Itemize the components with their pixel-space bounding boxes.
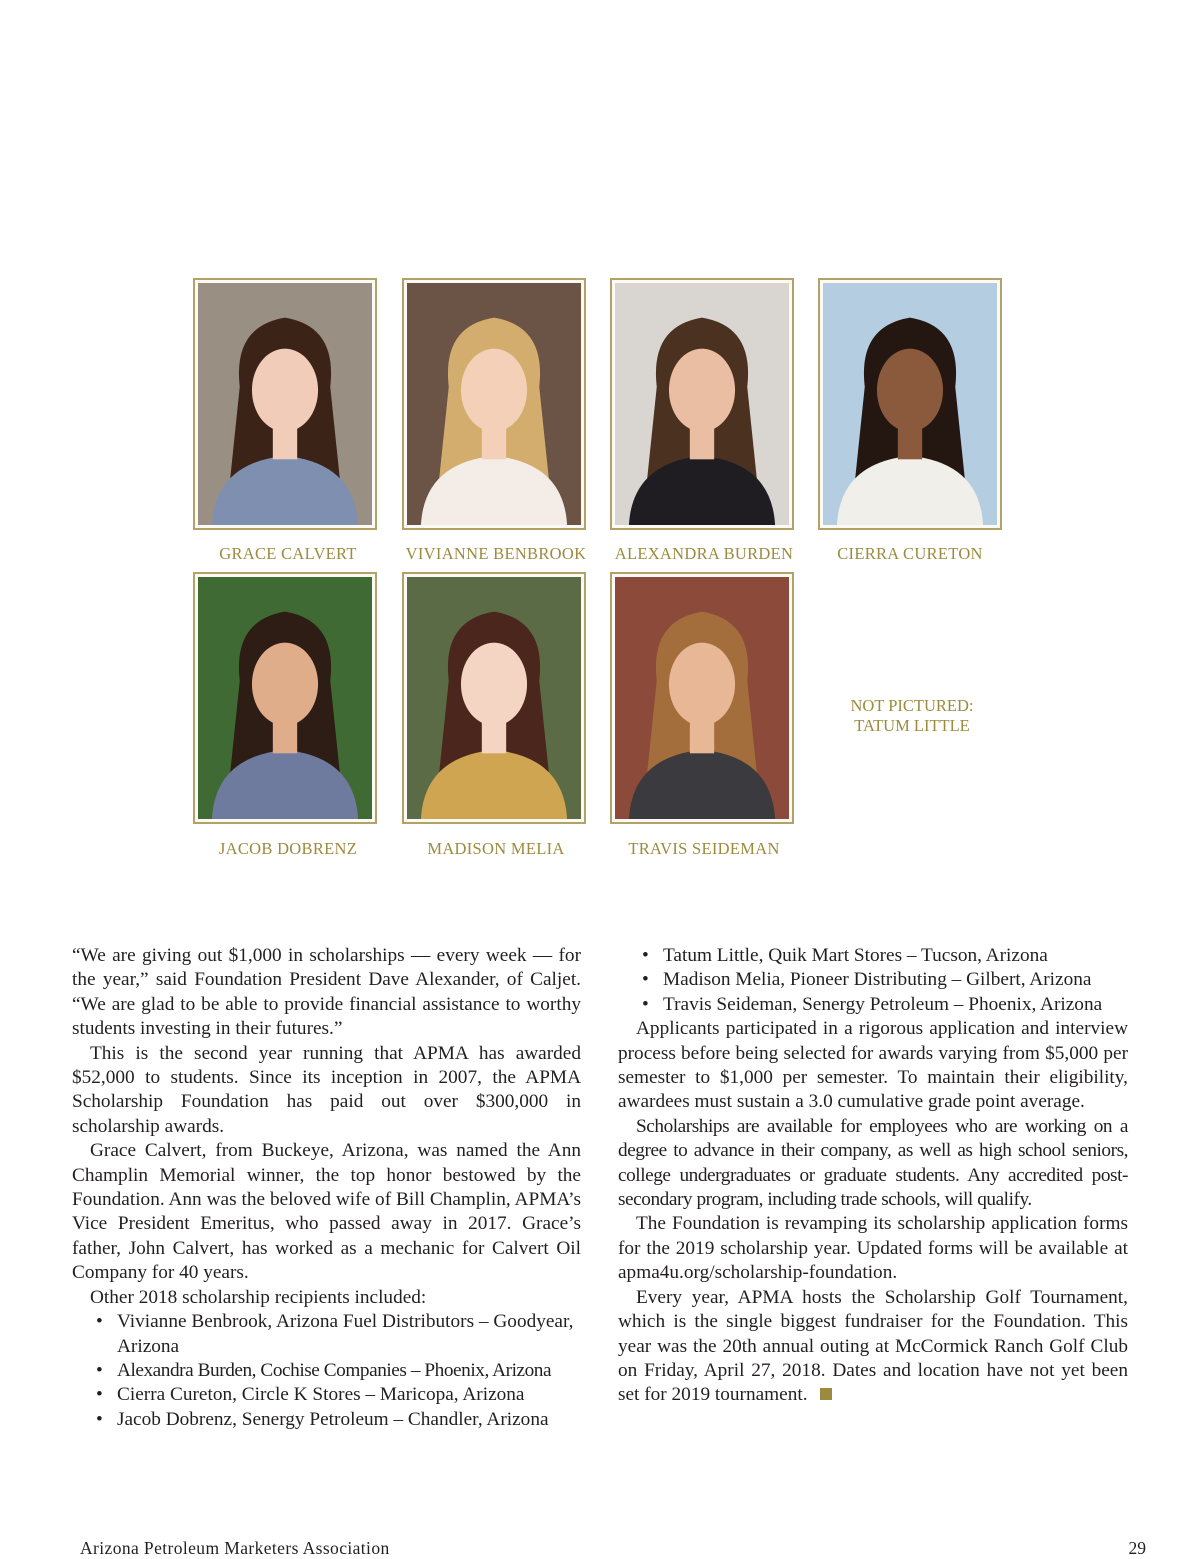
caption-travis-seideman: TRAVIS SEIDEMAN — [628, 839, 780, 858]
portrait-face — [669, 643, 735, 726]
bullet-icon: • — [96, 1311, 103, 1333]
caption-madison-melia: MADISON MELIA — [427, 839, 565, 858]
paragraph-golf-tournament — [618, 1286, 1128, 1408]
photo-grace-calvert — [193, 278, 377, 530]
portrait-face — [252, 643, 318, 726]
recipient-list-right — [618, 944, 1128, 1017]
recipient-list-left — [72, 1310, 581, 1432]
bullet-icon: • — [96, 1408, 103, 1430]
photo-cierra-cureton — [818, 278, 1002, 530]
list-item — [618, 993, 1128, 1017]
page-number: 29 — [1128, 1538, 1146, 1558]
golf-tournament-text: Every year, APMA hosts the Scholarship Golf Tournament, which is the single biggest fundraiser for the Foundation. This year was the 20th annual outing at McCormick Ranch Golf Club on Friday, April 27, 2018. Dates and location have not yet been set for 2019 tournament. — [618, 1286, 1128, 1406]
footer-publication-name: Arizona Petroleum Marketers Association — [80, 1538, 390, 1558]
paragraph-forms: The Foundation is revamping its scholarship application forms for the 2019 scholarship year. Updated forms will be available at apma4u.org/scholarship-foundation. — [618, 1213, 1128, 1284]
photo-travis-seideman — [610, 572, 794, 824]
bullet-icon: • — [642, 993, 649, 1015]
photo-alexandra-burden — [610, 278, 794, 530]
list-item-text: Madison Melia, Pioneer Distributing – Gilbert, Arizona — [663, 969, 1092, 991]
paragraph-recipients-intro: Other 2018 scholarship recipients included: — [90, 1286, 427, 1308]
portrait-image — [407, 577, 581, 819]
portrait-face — [669, 349, 735, 432]
list-item-text: Vivianne Benbrook, Arizona Fuel Distributors – Goodyear, Arizona — [117, 1311, 574, 1357]
paragraph-grace-calvert: Grace Calvert, from Buckeye, Arizona, was named the Ann Champlin Memorial winner, the top honor bestowed by the Foundation. Ann was the beloved wife of Bill Champlin, APMA’s Vice President Emeritus, who passed away in 2017. Grace’s father, John Calvert, has worked as a mechanic for Calvert Oil Company for 40 years. — [72, 1140, 581, 1284]
list-item — [618, 968, 1128, 992]
bullet-icon: • — [642, 969, 649, 991]
caption-cierra-cureton: CIERRA CURETON — [837, 544, 983, 563]
portrait-image — [615, 283, 789, 525]
photo-vivianne-benbrook — [402, 278, 586, 530]
photo-madison-melia — [402, 572, 586, 824]
bullet-icon: • — [96, 1359, 103, 1381]
not-pictured-label: NOT PICTURED: — [850, 696, 974, 715]
portrait-face — [252, 349, 318, 432]
portrait-image — [407, 283, 581, 525]
portrait-face — [461, 349, 527, 432]
paragraph-application-process: Applicants participated in a rigorous application and interview process before being selected for awards varying from $5,000 per semester to $1,000 per semester. To maintain their eligibility, awardees must sustain a 3.0 cumulative grade point average. — [618, 1018, 1128, 1113]
list-item-text: Cierra Cureton, Circle K Stores – Maricopa, Arizona — [117, 1384, 525, 1406]
portrait-image — [615, 577, 789, 819]
list-item — [72, 1359, 581, 1383]
portrait-image — [198, 283, 372, 525]
portrait-image — [823, 283, 997, 525]
photo-jacob-dobrenz — [193, 572, 377, 824]
list-item — [618, 944, 1128, 968]
quote-paragraph: “We are giving out $1,000 in scholarships — every week — for the year,” said Foundation President Dave Alexander, of Caljet. “We are glad to be able to provide financial assistance to worthy students investing in their futures.” — [72, 945, 581, 1040]
list-item — [72, 1408, 581, 1432]
paragraph-awards-total: This is the second year running that APMA has awarded $52,000 to students. Since its inception in 2007, the APMA Scholarship Foundation has paid out over $300,000 in scholarship awards. — [72, 1042, 581, 1137]
portrait-face — [877, 349, 943, 432]
portrait-image — [198, 577, 372, 819]
list-item — [72, 1310, 581, 1359]
caption-vivianne-benbrook: VIVIANNE BENBROOK — [405, 544, 587, 563]
caption-jacob-dobrenz: JACOB DOBRENZ — [218, 839, 358, 858]
caption-alexandra-burden: ALEXANDRA BURDEN — [614, 544, 794, 563]
bullet-icon: • — [96, 1384, 103, 1406]
bullet-icon: • — [642, 945, 649, 966]
list-item-text: Alexandra Burden, Cochise Companies – Phoenix, Arizona — [117, 1359, 552, 1381]
article-right-column — [618, 944, 1128, 1408]
caption-grace-calvert: GRACE CALVERT — [219, 544, 357, 563]
article-left-column — [72, 944, 581, 1432]
not-pictured-name: TATUM LITTLE — [854, 716, 970, 735]
list-item-text: Tatum Little, Quik Mart Stores – Tucson, Arizona — [663, 945, 1048, 966]
portrait-face — [461, 643, 527, 726]
list-item — [72, 1383, 581, 1407]
list-item-text: Travis Seideman, Senergy Petroleum – Phoenix, Arizona — [663, 993, 1103, 1015]
paragraph-eligibility: Scholarships are available for employees who are working on a degree to advance in their company, as well as high school seniors, college undergraduates or graduate students. Any accredited post-secondary program, including trade schools, will qualify. — [618, 1115, 1128, 1211]
not-pictured-note — [812, 696, 1012, 736]
list-item-text: Jacob Dobrenz, Senergy Petroleum – Chandler, Arizona — [117, 1408, 549, 1430]
end-of-article-mark — [820, 1388, 832, 1400]
